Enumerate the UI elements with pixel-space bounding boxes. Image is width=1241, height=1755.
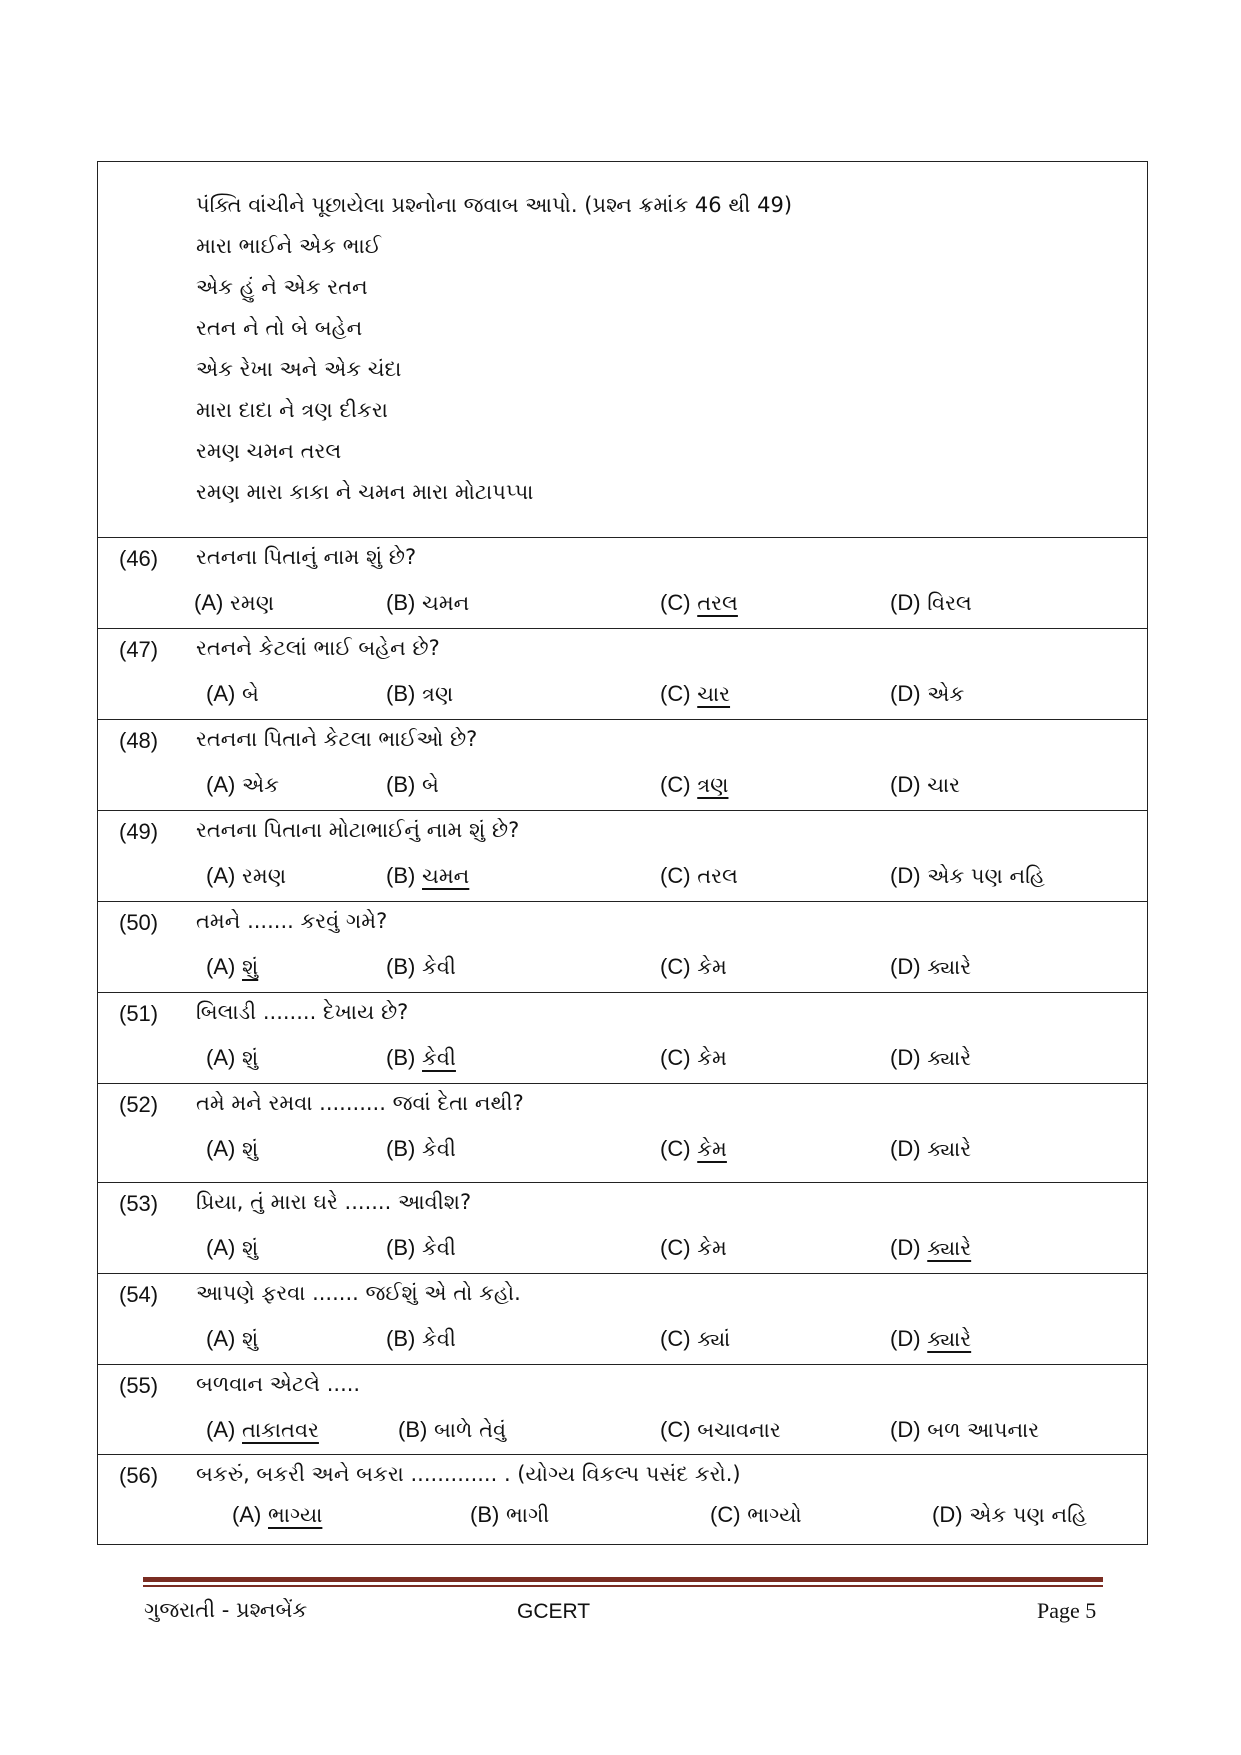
option-d bbox=[890, 1326, 971, 1352]
option-label: (A) bbox=[206, 1417, 236, 1442]
option-answer-text: કેવી bbox=[422, 1046, 456, 1070]
option-a bbox=[206, 1417, 319, 1443]
question-row bbox=[98, 720, 1147, 811]
option-d bbox=[890, 863, 1045, 889]
option-label: (D) bbox=[890, 590, 921, 615]
question-number: (46) bbox=[119, 546, 159, 571]
option-b bbox=[386, 1045, 456, 1071]
option-c bbox=[710, 1502, 802, 1528]
option-b bbox=[398, 1417, 506, 1443]
option-a bbox=[232, 1502, 322, 1528]
option-label: (C) bbox=[660, 1417, 691, 1442]
option-answer-text: ત્રણ bbox=[697, 773, 729, 797]
option-label: (C) bbox=[660, 1045, 691, 1070]
option-c bbox=[660, 954, 727, 980]
option-b bbox=[386, 954, 456, 980]
option-label: (D) bbox=[932, 1502, 963, 1527]
option-text: કેવી bbox=[422, 955, 456, 979]
question-number: (53) bbox=[119, 1191, 159, 1216]
option-label: (C) bbox=[660, 1136, 691, 1161]
option-text: એક bbox=[927, 682, 965, 706]
option-c bbox=[660, 590, 738, 616]
footer-rule bbox=[143, 1577, 1103, 1582]
option-label: (A) bbox=[206, 1326, 236, 1351]
footer-subject: ગુજરાતી - પ્રશ્નબેંક bbox=[144, 1598, 308, 1622]
option-text: ક્યાં bbox=[697, 1327, 731, 1351]
option-d bbox=[890, 1045, 971, 1071]
option-text: ચમન bbox=[422, 591, 470, 615]
option-label: (B) bbox=[386, 1045, 416, 1070]
passage-instruction: પંક્તિ વાંચીને પૂછાયેલા પ્રશ્નોના જવાબ આપો. (પ્રશ્ન ક્રમાંક 46 થી 49) bbox=[196, 193, 793, 217]
option-text: બે bbox=[242, 682, 259, 706]
option-text: તરલ bbox=[697, 864, 738, 888]
question-row bbox=[98, 1084, 1147, 1183]
footer-publisher: GCERT bbox=[517, 1600, 591, 1623]
option-text: વિરલ bbox=[927, 591, 972, 615]
passage-line: એક રેખા અને એક ચંદા bbox=[196, 357, 402, 381]
option-d bbox=[890, 1136, 971, 1162]
option-text: રમણ bbox=[242, 864, 287, 888]
option-text: ચાર bbox=[927, 773, 961, 797]
question-row bbox=[98, 1455, 1147, 1546]
option-answer-text: ક્યારે bbox=[927, 1236, 972, 1260]
option-text: કેમ bbox=[697, 1046, 727, 1070]
option-label: (A) bbox=[194, 590, 224, 615]
option-label: (C) bbox=[660, 954, 691, 979]
option-a bbox=[206, 1136, 258, 1162]
question-number: (49) bbox=[119, 819, 159, 844]
option-text: એક bbox=[242, 773, 279, 797]
option-text: કેવી bbox=[422, 1327, 456, 1351]
option-d bbox=[890, 681, 964, 707]
question-row bbox=[98, 993, 1147, 1084]
option-label: (D) bbox=[890, 1045, 921, 1070]
option-label: (A) bbox=[232, 1502, 262, 1527]
option-label: (D) bbox=[890, 1326, 921, 1351]
option-d bbox=[932, 1502, 1087, 1528]
question-row bbox=[98, 629, 1147, 720]
option-label: (D) bbox=[890, 954, 921, 979]
option-label: (C) bbox=[660, 863, 691, 888]
question-text: બિલાડી ........ દેખાય છે? bbox=[196, 1000, 409, 1024]
question-text: પ્રિયા, તું મારા ઘરે ....... આવીશ? bbox=[196, 1190, 472, 1214]
option-c bbox=[660, 863, 738, 889]
option-answer-text: તાકાતવર bbox=[242, 1418, 319, 1442]
option-text: શું bbox=[242, 1236, 259, 1260]
option-b bbox=[470, 1502, 549, 1528]
option-label: (C) bbox=[660, 1326, 691, 1351]
question-number: (50) bbox=[119, 910, 159, 935]
option-label: (B) bbox=[398, 1417, 428, 1442]
question-row bbox=[98, 1183, 1147, 1274]
option-label: (D) bbox=[890, 1417, 921, 1442]
option-a bbox=[206, 1326, 258, 1352]
passage-line: મારા ભાઈને એક ભાઈ bbox=[196, 234, 381, 258]
option-label: (A) bbox=[206, 1235, 236, 1260]
option-text: ભાગી bbox=[506, 1503, 550, 1527]
option-c bbox=[660, 1045, 727, 1071]
option-label: (A) bbox=[206, 863, 236, 888]
option-d bbox=[890, 954, 971, 980]
question-sheet bbox=[97, 161, 1148, 1545]
option-label: (B) bbox=[386, 1136, 416, 1161]
question-text: તમે મને રમવા .......... જવાં દેતા નથી? bbox=[196, 1091, 524, 1115]
option-label: (C) bbox=[660, 772, 691, 797]
option-text: ક્યારે bbox=[927, 955, 972, 979]
option-answer-text: તરલ bbox=[697, 591, 738, 615]
option-text: ક્યારે bbox=[927, 1046, 972, 1070]
option-a bbox=[206, 863, 286, 889]
option-label: (A) bbox=[206, 681, 236, 706]
passage-line: રમણ ચમન તરલ bbox=[196, 439, 342, 463]
option-label: (C) bbox=[660, 681, 691, 706]
option-b bbox=[386, 590, 469, 616]
option-label: (B) bbox=[470, 1502, 500, 1527]
question-number: (51) bbox=[119, 1001, 159, 1026]
passage-box bbox=[98, 162, 1147, 538]
option-label: (B) bbox=[386, 590, 416, 615]
option-answer-text: ચાર bbox=[697, 682, 731, 706]
option-label: (C) bbox=[710, 1502, 741, 1527]
option-answer-text: ભાગ્યા bbox=[268, 1503, 323, 1527]
question-row bbox=[98, 1274, 1147, 1365]
question-number: (52) bbox=[119, 1092, 159, 1117]
option-d bbox=[890, 772, 960, 798]
passage-line: રતન ને તો બે બહેન bbox=[196, 316, 363, 340]
option-text: ભાગ્યો bbox=[747, 1503, 802, 1527]
option-c bbox=[660, 681, 730, 707]
option-text: બચાવનાર bbox=[697, 1418, 781, 1442]
footer-page-number: Page 5 bbox=[1037, 1598, 1097, 1623]
option-label: (D) bbox=[890, 772, 921, 797]
option-a bbox=[206, 772, 279, 798]
option-text: કેવી bbox=[422, 1137, 456, 1161]
option-b bbox=[386, 772, 439, 798]
option-text: કેમ bbox=[697, 955, 727, 979]
option-answer-text: ચમન bbox=[422, 864, 470, 888]
option-label: (A) bbox=[206, 954, 236, 979]
option-label: (D) bbox=[890, 681, 921, 706]
option-a bbox=[206, 954, 258, 980]
question-text: રતનના પિતાને કેટલા ભાઈઓ છે? bbox=[196, 727, 478, 751]
option-label: (B) bbox=[386, 863, 416, 888]
option-label: (A) bbox=[206, 1045, 236, 1070]
question-text: આપણે ફરવા ....... જઈશું એ તો કહો. bbox=[196, 1281, 521, 1305]
question-row bbox=[98, 902, 1147, 993]
option-c bbox=[660, 1235, 727, 1261]
option-c bbox=[660, 772, 728, 798]
option-label: (A) bbox=[206, 1136, 236, 1161]
passage-line: એક હું ને એક રતન bbox=[196, 275, 368, 299]
option-label: (D) bbox=[890, 1136, 921, 1161]
question-text: બળવાન એટલે ..... bbox=[196, 1372, 361, 1396]
option-b bbox=[386, 1235, 456, 1261]
question-text: બકરું, બકરી અને બકરા ............. . (યોગ્ય વિકલ્પ પસંદ કરો.) bbox=[196, 1462, 741, 1486]
option-a bbox=[206, 1235, 258, 1261]
option-a bbox=[206, 681, 259, 707]
option-c bbox=[660, 1136, 727, 1162]
question-row bbox=[98, 1365, 1147, 1455]
option-label: (D) bbox=[890, 1235, 921, 1260]
option-b bbox=[386, 1326, 456, 1352]
option-c bbox=[660, 1417, 781, 1443]
question-row bbox=[98, 538, 1147, 629]
option-label: (B) bbox=[386, 681, 416, 706]
option-label: (A) bbox=[206, 772, 236, 797]
option-d bbox=[890, 1235, 971, 1261]
option-text: રમણ bbox=[230, 591, 275, 615]
option-text: શું bbox=[242, 1137, 259, 1161]
passage-line: રમણ મારા કાકા ને ચમન મારા મોટાપપ્પા bbox=[196, 480, 534, 504]
footer-rule-thin bbox=[143, 1585, 1103, 1587]
question-text: રતનને કેટલાં ભાઈ બહેન છે? bbox=[196, 636, 440, 660]
option-label: (B) bbox=[386, 1235, 416, 1260]
question-text: રતનના પિતાનું નામ શું છે? bbox=[196, 545, 417, 569]
option-c bbox=[660, 1326, 730, 1352]
option-text: ત્રણ bbox=[422, 682, 454, 706]
option-label: (B) bbox=[386, 954, 416, 979]
option-text: એક પણ નહિ bbox=[927, 864, 1045, 888]
option-d bbox=[890, 590, 972, 616]
option-b bbox=[386, 863, 469, 889]
option-text: કેવી bbox=[422, 1236, 456, 1260]
option-text: શું bbox=[242, 1046, 259, 1070]
passage-line: મારા દાદા ને ત્રણ દીકરા bbox=[196, 398, 388, 422]
option-label: (D) bbox=[890, 863, 921, 888]
option-text: બળ આપનાર bbox=[927, 1418, 1040, 1442]
option-text: શું bbox=[242, 1327, 259, 1351]
option-text: કેમ bbox=[697, 1236, 727, 1260]
question-number: (56) bbox=[119, 1463, 159, 1488]
option-text: બાળે તેવું bbox=[434, 1418, 507, 1442]
option-text: બે bbox=[422, 773, 439, 797]
option-d bbox=[890, 1417, 1039, 1443]
option-text: એક પણ નહિ bbox=[969, 1503, 1087, 1527]
option-text: ક્યારે bbox=[927, 1137, 972, 1161]
option-answer-text: ક્યારે bbox=[927, 1327, 972, 1351]
question-row bbox=[98, 811, 1147, 902]
question-text: તમને ....... કરવું ગમે? bbox=[196, 909, 388, 933]
option-a bbox=[206, 1045, 258, 1071]
option-label: (B) bbox=[386, 772, 416, 797]
option-answer-text: કેમ bbox=[697, 1137, 727, 1161]
question-number: (47) bbox=[119, 637, 159, 662]
option-b bbox=[386, 681, 453, 707]
option-b bbox=[386, 1136, 456, 1162]
question-number: (48) bbox=[119, 728, 159, 753]
option-answer-text: શું bbox=[242, 955, 259, 979]
option-label: (C) bbox=[660, 590, 691, 615]
option-label: (B) bbox=[386, 1326, 416, 1351]
option-a bbox=[194, 590, 274, 616]
option-label: (C) bbox=[660, 1235, 691, 1260]
question-number: (55) bbox=[119, 1373, 159, 1398]
question-text: રતનના પિતાના મોટાભાઈનું નામ શું છે? bbox=[196, 818, 520, 842]
question-number: (54) bbox=[119, 1282, 159, 1307]
